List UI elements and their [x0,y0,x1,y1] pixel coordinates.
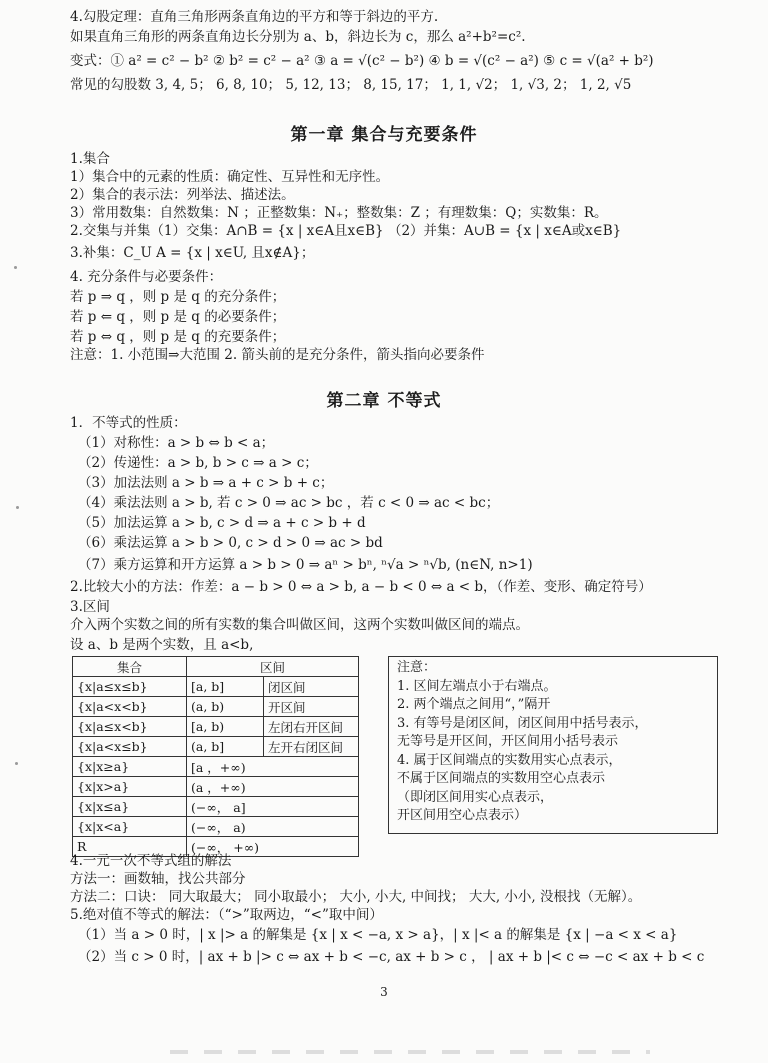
table-cell: 左闭右开区间 [264,717,359,737]
note-line: 3. 有等号是闭区间，闭区间用中括号表示， [397,715,648,731]
table-cell: {x|x>a} [73,777,187,797]
text-line: （2）当 c > 0 时，| ax + b |> c ⇔ ax + b < −c, ax + b > c ， | ax + b |< c ⇔ −c < ax + b < c [78,949,705,965]
text-line: 2）集合的表示法：列举法、描述法。 [70,187,295,203]
text-line: 常见的勾股数 3, 4, 5； 6, 8, 10； 5, 12, 13； 8, 15, 17； 1, 1, √2； 1, √3, 2； 1, 2, √5 [70,77,632,93]
text-line: 若 p ⇒ q ，则 p 是 q 的充分条件； [70,289,286,305]
text-line: 方法二：口诀： 同大取最大； 同小取最小； 大小, 小大, 中间找； 大大, 小小, 没根找（无解）。 [70,889,642,905]
text-line: 若 p ⇔ q ，则 p 是 q 的充要条件； [70,329,286,345]
note-line: 开区间用空心点表示） [397,808,528,823]
table-cell: {x|a<x≤b} [73,737,187,757]
text-line: 3.补集：C_U A = {x | x∈U, 且x∉A}； [70,245,315,261]
interval-table [72,656,359,857]
note-line: 1. 区间左端点小于右端点。 [397,678,557,694]
table-cell: (a ，+∞) [187,777,359,797]
table-cell: R [73,837,187,857]
scan-artifact [170,1050,650,1054]
table-cell: 左开右闭区间 [264,737,359,757]
scan-speck [15,762,18,765]
text-line: 2.交集与并集（1）交集：A∩B = {x | x∈A且x∈B} （2）并集：A∪B = {x | x∈A或x∈B} [70,223,622,239]
text-line: 1.集合 [70,151,110,167]
text-line: （1）当 a > 0 时，| x |> a 的解集是 {x | x < −a, x > a}，| x |< a 的解集是 {x | −a < x < a} [78,927,678,943]
text-line: 1）集合中的元素的性质：确定性、互异性和无序性。 [70,169,390,185]
note-title: 注意： [397,660,437,675]
text-line: 变式：① a² = c² − b² ② b² = c² − a² ③ a = √(c² − b²) ④ b = √(c² − a²) ⑤ c = √(a² + b²) [70,53,654,69]
text-line: 若 p ⇐ q ，则 p 是 q 的必要条件； [70,309,286,325]
scan-speck [16,506,19,509]
text-line: 注意：1. 小范围⇒大范围 2. 箭头前的是充分条件，箭头指向必要条件 [70,347,485,363]
note-line: 2. 两个端点之间用“，”隔开 [397,697,551,712]
text-line: 3.区间 [70,599,110,615]
table-cell: 闭区间 [264,677,359,697]
table-cell: {x|x≥a} [73,757,187,777]
table-row [73,697,359,717]
table-header-cell: 集合 [73,657,187,677]
chapter-title: 第二章 不等式 [326,391,442,411]
text-line: （4）乘法法则 a > b, 若 c > 0 ⇒ ac > bc ，若 c < 0 ⇒ ac < bc； [78,495,500,511]
table-cell: {x|a<x<b} [73,697,187,717]
table-cell: [a, b] [187,677,264,697]
text-line: 2.比较大小的方法：作差：a − b > 0 ⇔ a > b, a − b < 0 ⇔ a < b，（作差、变形、确定符号） [70,579,652,595]
text-line: （6）乘法运算 a > b > 0, c > d > 0 ⇒ ac > bd [78,535,383,551]
table-cell: (a, b) [187,697,264,717]
table-cell: 开区间 [264,697,359,717]
table-cell: (a, b] [187,737,264,757]
text-line: （7）乘方运算和开方运算 a > b > 0 ⇒ aⁿ > bⁿ, ⁿ√a > ⁿ√b, (n∈N, n>1) [78,557,533,573]
table-row [73,677,359,697]
text-line: （1）对称性：a > b ⇔ b < a； [78,435,275,451]
table-row [73,737,359,757]
table-header-row [73,657,359,677]
table-cell: (−∞， +∞) [187,837,359,857]
note-line: 4. 属于区间端点的实数用实心点表示， [397,752,622,768]
table-cell: [a ，+∞) [187,757,359,777]
table-cell: (−∞， a] [187,797,359,817]
chapter-title: 第一章 集合与充要条件 [290,125,478,145]
text-line: （3）加法法则 a > b ⇒ a + c > b + c； [78,475,334,491]
text-line: （2）传递性：a > b, b > c ⇒ a > c； [78,455,318,471]
text-line: 3）常用数集：自然数集：N ；正整数集：N₊；整数集：Z ；有理数集：Q；实数集：R。 [70,205,608,221]
page-number: 3 [380,985,388,999]
note-line: （即闭区间用实心点表示， [397,789,554,805]
note-line: 不属于区间端点的实数用空心点表示 [397,771,606,786]
text-line: （5）加法运算 a > b, c > d ⇒ a + c > b + d [78,515,366,531]
table-row [73,797,359,817]
note-line: 无等号是开区间，开区间用小括号表示 [397,734,619,749]
text-line: 如果直角三角形的两条直角边长分别为 a、b，斜边长为 c，那么 a²+b²=c². [70,29,526,45]
text-line: 方法一：画数轴，找公共部分 [70,871,246,887]
table-cell: {x|x≤a} [73,797,187,817]
table-header-cell: 区间 [187,657,359,677]
text-line: 4.勾股定理：直角三角形两条直角边的平方和等于斜边的平方. [70,9,439,25]
table-row [73,817,359,837]
text-line: 设 a、b 是两个实数，且 a<b, [70,637,254,653]
note-box [388,656,718,834]
table-cell: (−∞， a) [187,817,359,837]
text-line: 5.绝对值不等式的解法：（“>”取两边，“<”取中间） [70,907,383,923]
table-row [73,777,359,797]
text-line: 1．不等式的性质： [70,415,187,431]
text-line: 4.一元一次不等式组的解法 [70,853,232,869]
table-cell: {x|a≤x≤b} [73,677,187,697]
scan-speck [14,266,17,269]
text-line: 4. 充分条件与必要条件： [70,269,223,285]
table-cell: {x|a≤x<b} [73,717,187,737]
table-cell: {x|x<a} [73,817,187,837]
text-line: 介入两个实数之间的所有实数的集合叫做区间，这两个实数叫做区间的端点。 [70,617,529,633]
table-cell: [a, b) [187,717,264,737]
table-row [73,717,359,737]
table-row [73,757,359,777]
